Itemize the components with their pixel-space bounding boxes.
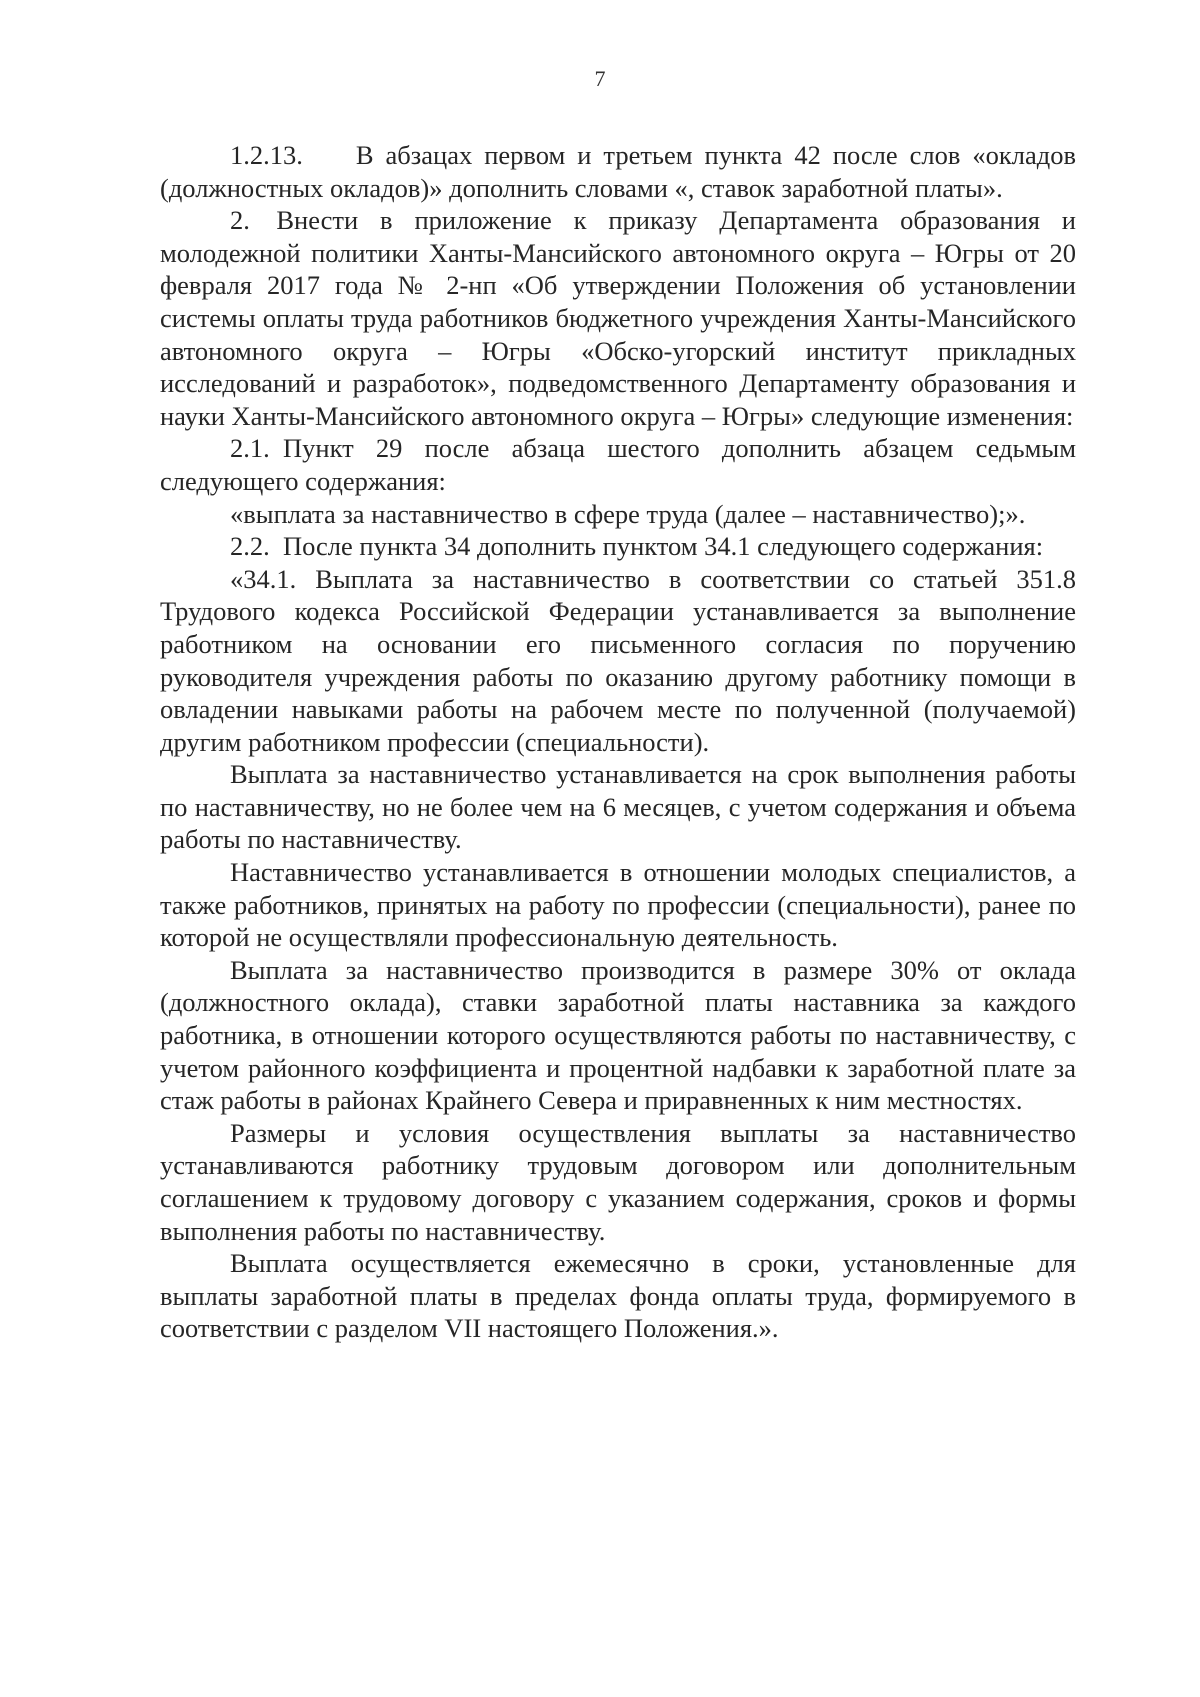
paragraph-conditions: Размеры и условия осуществления выплаты за наставничество устанавливаются работнику трудовым договором или дополнительным соглашением к трудовому договору с указанием содержания, сроков и формы выполнения работы по наставничеству. — [160, 1117, 1076, 1246]
paragraph-1-2-13: 1.2.13. В абзацах первом и третьем пункта 42 после слов «окладов (должностных окладов)» дополнить словами «, ставок заработной платы». — [160, 140, 1076, 203]
document-body — [160, 139, 1076, 1345]
page-number: 7 — [594, 66, 606, 91]
paragraph-term: Выплата за наставничество устанавливается на срок выполнения работы по наставничеству, но не более чем на 6 месяцев, с учетом содержания и объема работы по наставничеству. — [160, 759, 1076, 855]
paragraph-amount: Выплата за наставничество производится в размере 30% от оклада (должностного оклада), ставки заработной платы наставника за каждого работника, в отношении которого осуществляются работы по наставничеству, с учетом районного коэффициента и процентной надбавки к заработной плате за стаж работы в районах Крайнего Севера и приравненных к ним местностях. — [160, 954, 1076, 1116]
paragraph-34-1: «34.1. Выплата за наставничество в соответствии со статьей 351.8 Трудового кодекса Российской Федерации устанавливается за выполнение работником на основании его письменного согласия по поручению руководителя учреждения работы по оказанию другому работнику помощи в овладении навыками работы на рабочем месте по полученной (получаемой) другим работником профессии (специальности). — [160, 563, 1076, 757]
paragraph-2-1: 2.1. Пункт 29 после абзаца шестого дополнить абзацем седьмым следующего содержания: — [160, 433, 1076, 496]
paragraph-2-2: 2.2. После пункта 34 дополнить пунктом 34.1 следующего содержания: — [230, 531, 1044, 562]
paragraph-quote-mentorship: «выплата за наставничество в сфере труда (далее – наставничество);». — [230, 498, 1026, 529]
paragraph-schedule: Выплата осуществляется ежемесячно в сроки, установленные для выплаты заработной платы в пределах фонда оплаты труда, формируемого в соответствии с разделом VII настоящего Положения.». — [160, 1248, 1076, 1344]
paragraph-2: 2. Внести в приложение к приказу Департамента образования и молодежной политики Ханты-Мансийского автономного округа – Югры от 20 февраля 2017 года № 2-нп «Об утверждении Положения об установлении системы оплаты труда работников бюджетного учреждения Ханты-Мансийского автономного округа – Югры «Обско-угорский институт прикладных исследований и разработок», подведомственного Департаменту образования и науки Ханты-Мансийского автономного округа – Югры» следующие изменения: — [160, 205, 1076, 431]
paragraph-scope: Наставничество устанавливается в отношении молодых специалистов, а также работников, принятых на работу по профессии (специальности), ранее по которой не осуществляли профессиональную деятельность. — [160, 857, 1076, 953]
